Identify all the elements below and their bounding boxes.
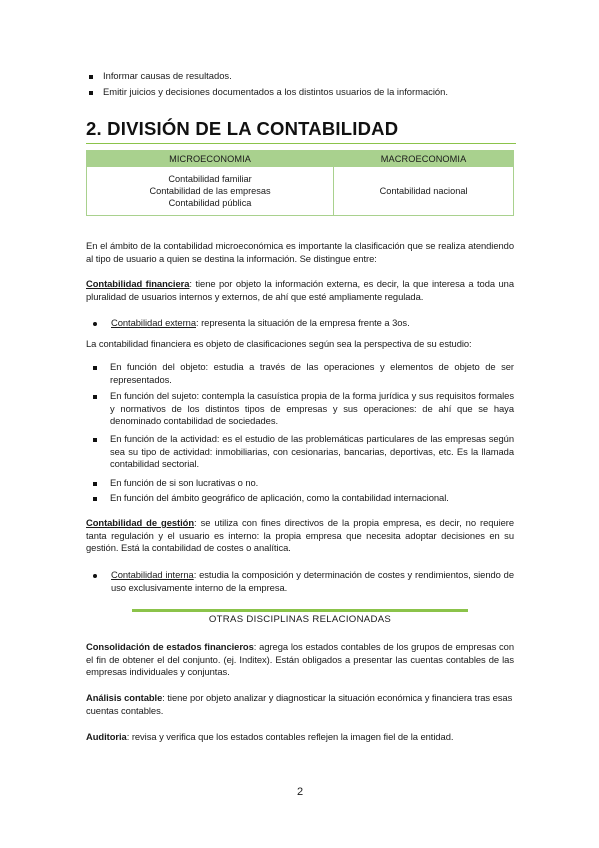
term-gestion: Contabilidad de gestión (86, 517, 195, 528)
bullet-marker (93, 497, 97, 501)
table-header-micro: MICROECONOMIA (87, 151, 334, 167)
paragraph-consolidacion (86, 641, 514, 679)
page-number: 2 (296, 786, 304, 798)
macro-cell: Contabilidad nacional (334, 167, 514, 216)
bullet-marker (93, 366, 97, 370)
text-gestion: : se utiliza con fines directivos de la propia empresa, es decir, no requiere tanta regulación y el usuario es interno: la propia empresa que necesita adoptar decisiones en su gestión. Está la contabilidad de costes o analítica. (86, 517, 515, 554)
bullet-marker (93, 482, 97, 486)
text-consolidacion: : agrega los estados contables de los grupos de empresas con el fin de obtener el del conjunto. (ej. Inditex). Están obligados a presentar las cuentas contables de las empresas individuales y conjuntas. (86, 641, 514, 678)
paragraph-gestion (86, 517, 514, 555)
paragraph-analisis (86, 692, 516, 717)
title-underline (86, 143, 516, 144)
term-auditoria: Auditoria (86, 731, 127, 742)
text-financiera: : tiene por objeto la información externa, es decir, la que interesa a toda una pluralidad de usuarios internos y externos, de ahí que esté ampliamente regulada. (86, 278, 514, 302)
intro-bullet-2: Emitir juicios y decisiones documentados a los distintos usuarios de la información. (103, 86, 448, 97)
bullet-marker (89, 91, 93, 95)
divider-bar (132, 609, 468, 612)
micro-item: Contabilidad familiar (168, 174, 252, 184)
clasif-bullet-2: En función del sujeto: contempla la casuística propia de la forma jurídica y sus requisitos formales y normativos de los distintos tipos de empresas y sus operaciones: de ahí que se haya denominado contabilidad de sociedades. (110, 390, 514, 427)
term-interna: Contabilidad interna (111, 569, 194, 580)
text-interna: : estudia la composición y determinación de costes y rendimientos, siendo de uso exclusivamente interno de la empresa. (111, 569, 514, 593)
micro-item: Contabilidad de las empresas (149, 186, 271, 196)
term-analisis: Análisis contable (86, 692, 163, 703)
bullet-marker (93, 395, 97, 399)
clasif-bullet-4: En función de si son lucrativas o no. (110, 477, 259, 488)
paragraph-clasificaciones: La contabilidad financiera es objeto de clasificaciones según sea la perspectiva de su estudio: (86, 338, 472, 349)
micro-cell (87, 167, 334, 216)
clasif-bullet-1: En función del objeto: estudia a través de las operaciones y elementos de objeto de ser representados. (110, 361, 514, 385)
otras-title: OTRAS DISCIPLINAS RELACIONADAS (208, 614, 392, 625)
sub-financiera (111, 317, 516, 330)
intro-bullet-1: Informar causas de resultados. (103, 70, 232, 81)
micro-item: Contabilidad pública (168, 198, 252, 208)
text-auditoria: : revisa y verifica que los estados contables reflejen la imagen fiel de la entidad. (126, 731, 454, 742)
section-title: 2. DIVISIÓN DE LA CONTABILIDAD (86, 118, 399, 139)
text-analisis: : tiene por objeto analizar y diagnosticar la situación económica y financiera tras esas cuentas contables. (86, 692, 513, 716)
sub-gestion (111, 569, 514, 594)
clasif-bullet-3: En función de la actividad: es el estudio de las problemáticas particulares de las empresas según sea su tipo de actividad: inmobiliarias, con cesionarias, bancarias, deportivas, etc. Es la llamada contabilidad sectorial. (110, 433, 514, 470)
term-financiera: Contabilidad financiera (86, 278, 190, 289)
term-externa: Contabilidad externa (111, 317, 196, 328)
text-externa: : representa la situación de la empresa frente a 3os. (196, 317, 410, 328)
paragraph-financiera (86, 278, 514, 303)
bullet-marker (93, 574, 97, 578)
division-table (86, 150, 514, 216)
bullet-marker (93, 438, 97, 442)
table-header-macro: MACROECONOMIA (334, 151, 514, 167)
bullet-marker (93, 322, 97, 326)
term-consolidacion: Consolidación de estados financieros (86, 641, 254, 652)
paragraph-microeconomica: En el ámbito de la contabilidad microeconómica es importante la clasificación que se realiza atendiendo al tipo de usuario a quien se destina la información. Se distingue entre: (86, 240, 514, 264)
paragraph-auditoria (86, 731, 516, 744)
clasif-bullet-5: En función del ámbito geográfico de aplicación, como la contabilidad internacional. (110, 492, 449, 503)
bullet-marker (89, 75, 93, 79)
